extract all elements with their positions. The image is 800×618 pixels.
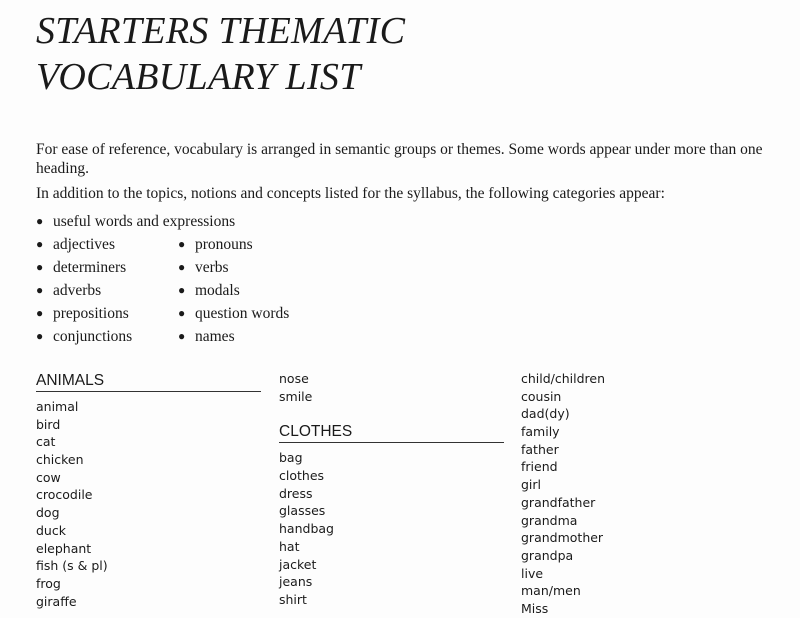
- vocab-word: grandmother: [521, 530, 604, 546]
- category-item: ● adjectives: [36, 233, 115, 256]
- bullet-icon: ●: [36, 283, 44, 297]
- vocab-word: elephant: [36, 540, 92, 556]
- intro-text: [36, 140, 766, 209]
- vocab-word: grandpa: [521, 547, 574, 563]
- animals-heading: ANIMALS: [36, 368, 261, 392]
- vocab-word: grandma: [521, 512, 578, 528]
- vocab-word: Miss: [521, 600, 549, 616]
- intro-paragraph-2: In addition to the topics, notions and concepts listed for the syllabus, the following categories appear:: [36, 185, 665, 202]
- category-item: ● pronouns: [178, 233, 253, 256]
- vocab-word: friend: [521, 459, 558, 475]
- category-item: ● prepositions: [36, 302, 129, 325]
- vocab-word: cousin: [521, 388, 562, 404]
- vocab-word: animal: [36, 399, 79, 414]
- vocab-word: father: [521, 441, 559, 457]
- vocab-word: smile: [279, 388, 313, 404]
- category-item: ● useful words and expressions: [36, 210, 235, 233]
- vocab-word: bag: [279, 450, 303, 466]
- animals-column: [36, 368, 261, 610]
- vocab-word: dog: [36, 505, 60, 521]
- vocab-word: man/men: [521, 583, 581, 599]
- bullet-icon: ●: [36, 214, 44, 228]
- bullet-icon: ●: [36, 306, 44, 320]
- vocab-word: jacket: [279, 556, 317, 572]
- vocab-word: giraffe: [36, 593, 77, 609]
- intro-paragraph-1: For ease of reference, vocabulary is arranged in semantic groups or themes. Some words appear under more than one heading.: [36, 141, 763, 177]
- vocab-word: hat: [279, 538, 300, 554]
- category-item: ● names: [178, 325, 235, 348]
- vocab-word: cat: [36, 434, 56, 450]
- title-line-2: VOCABULARY LIST: [36, 56, 361, 98]
- family-column: [521, 370, 761, 618]
- title-line-1: STARTERS THEMATIC: [36, 10, 406, 52]
- vocab-word: bird: [36, 416, 61, 432]
- vocab-word: family: [521, 424, 560, 440]
- vocab-word: frog: [36, 575, 61, 591]
- bullet-icon: ●: [36, 260, 44, 274]
- bullet-icon: ●: [178, 306, 186, 320]
- category-item: ● conjunctions: [36, 325, 132, 348]
- clothes-column: [279, 370, 504, 609]
- vocab-word: child/children: [521, 371, 606, 386]
- bullet-icon: ●: [178, 329, 186, 343]
- vocab-word: dad(dy): [521, 406, 570, 422]
- vocab-word: girl: [521, 477, 542, 493]
- page-title: [36, 8, 405, 100]
- vocab-word: fish (s & pl): [36, 558, 108, 574]
- category-item: ● modals: [178, 279, 240, 302]
- bullet-icon: ●: [36, 329, 44, 343]
- vocab-word: crocodile: [36, 487, 93, 503]
- vocab-word: jeans: [279, 574, 313, 590]
- category-item: ● question words: [178, 302, 289, 325]
- category-item: ● adverbs: [36, 279, 101, 302]
- bullet-icon: ●: [36, 237, 44, 251]
- clothes-heading: CLOTHES: [279, 419, 504, 443]
- vocab-word: duck: [36, 522, 66, 538]
- vocab-word: clothes: [279, 468, 325, 484]
- vocab-word: dress: [279, 485, 313, 501]
- bullet-icon: ●: [178, 237, 186, 251]
- category-item: ● verbs: [178, 256, 229, 279]
- vocab-word: shirt: [279, 591, 307, 607]
- category-item: ● determiners: [36, 256, 126, 279]
- bullet-icon: ●: [178, 260, 186, 274]
- vocab-word: glasses: [279, 503, 326, 519]
- vocab-word: live: [521, 565, 544, 581]
- vocab-word: grandfather: [521, 494, 596, 510]
- vocab-word: chicken: [36, 452, 84, 468]
- vocab-word: handbag: [279, 521, 334, 537]
- vocab-word: nose: [279, 371, 309, 386]
- bullet-icon: ●: [178, 283, 186, 297]
- vocab-word: cow: [36, 469, 61, 485]
